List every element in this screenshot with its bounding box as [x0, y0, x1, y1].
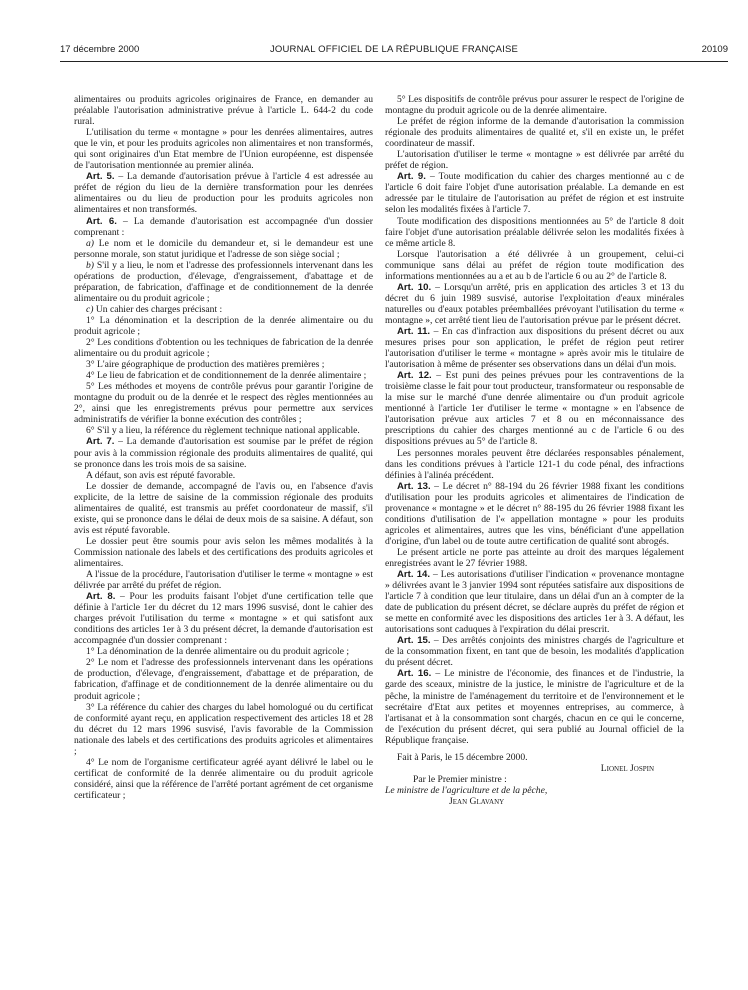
paragraph [385, 249, 684, 282]
article-number: Art. 8. [86, 591, 116, 603]
paragraph-text: A défaut, son avis est réputé favorable. [86, 469, 236, 481]
paragraph-text: – La demande d'autorisation prévue à l'article 4 est adressée au préfet de région du lieu de la dernière transformation pour les denrées alimentaires ou du lieu de production pour les produits agricoles non alimentaires et non transformés. [74, 171, 373, 216]
paragraph-text: – Pour les produits faisant l'objet d'une certification telle que définie à l'article 1er du décret du 12 mars 1996 susvisé, dont le cahier des charges prévoit l'utilisation du terme « montagne » et qui satisfont aux conditions des articles 1er à 3 du présent décret, la demande d'autorisation est accompagnée d'un dossier comprenant : [74, 591, 373, 647]
paragraph-text: Le dossier peut être soumis pour avis selon les mêmes modalités à la Commission nationale des labels et des certifications des produits agricoles et alimentaires. [74, 535, 373, 569]
paragraph-text: Le dossier de demande, accompagné de l'avis ou, en l'absence d'avis explicite, de la lettre de saisine de la commission régionale des produits alimentaires de qualité, est transmis au préfet coordonateur de massif, s'il existe, qui se prononce dans le délai de deux mois de sa saisine. A défaut, son avis est réputé favorable. [74, 480, 373, 536]
paragraph-text: Le présent article ne porte pas atteinte au droit des marques légalement enregistrées avant le 27 février 1988. [385, 546, 684, 569]
article-paragraph [385, 282, 684, 326]
paragraph-text: – En cas d'infraction aux dispositions du présent décret ou aux mesures prises pour son application, le préfet de région peut retirer l'autorisation d'utiliser le terme « montagne » après avoir mis le titulaire de l'autorisation à même de présenter ses observations dans un délai d'un mois. [385, 325, 685, 371]
paragraph-text: alimentaires ou produits agricoles originaires de France, en demander au préalable l'autorisation administrative prévue à l'article L. 644-2 du code rural. [74, 94, 373, 128]
paragraph [385, 94, 684, 116]
article-paragraph [385, 635, 684, 668]
page-header [60, 44, 728, 58]
paragraph-text: S'il y a lieu, le nom et l'adresse des professionnels intervenant dans les opérations de production, d'élevage, d'engraissement, d'abattage et de préparation, de fabrication, d'affinage et de conditionnement de la denrée alimentaire ou du produit agricole ; [74, 259, 373, 304]
article-paragraph [385, 481, 684, 547]
paragraph-text: – Lorsqu'un arrêté, pris en application des articles 3 et 13 du décret du 6 juin 1989 susvisé, autorise l'exploitation d'eaux minérales naturelles ou d'eaux potables préemballées prévoyant l'utilisation du terme « montagne », cet arrêté tient lieu de l'autorisation prévue par le présent décret. [385, 281, 684, 326]
paragraph-text: – Le décret n° 88-194 du 26 février 1988 fixant les conditions d'utilisation pour les produits agricoles et alimentaires de l'indication de provenance « montagne » et le décret n° 88-195 du 26 février 1988 fixant les conditions d'utilisation de l'« appellation montagne » pour les produits agricoles et alimentaires, autres que les vins, bénéficiant d'une appellation d'origine, d'un label ou de toute autre certification de qualité sont abrogés. [385, 480, 684, 547]
paragraph-text: Le nom et le domicile du demandeur et, si le demandeur est une personne morale, son statut juridique et l'adresse de son siège social ; [74, 237, 373, 260]
paragraph [74, 94, 373, 127]
paragraph-text: Les personnes morales peuvent être déclarées responsables pénalement, dans les conditions prévues à l'article 121-1 du code pénal, des infractions définies à l'alinéa précédent. [385, 447, 684, 481]
article-number: Art. 15. [397, 635, 431, 647]
paragraph-text: 5° Les méthodes et moyens de contrôle prévus pour garantir l'origine de montagne du produit ou de la denrée et le respect des règles mentionnées au 2°, ainsi que les enregistrements prévus pour permettre aux services administratifs de vérifier la bonne exécution des contrôles ; [74, 381, 373, 426]
article-paragraph [385, 370, 684, 447]
list-marker: b) [86, 259, 94, 271]
paragraph-text: – La demande d'autorisation est accompagnée d'un dossier comprenant : [74, 215, 373, 238]
paragraph-text: Un cahier des charges précisant : [93, 303, 223, 315]
paragraph [74, 702, 373, 757]
paragraph-text: – La demande d'autorisation est soumise par le préfet de région pour avis à la commission régionale des produits alimentaires de qualité, qui se prononce dans les trois mois de sa saisine. [74, 436, 373, 470]
article-number: Art. 13. [397, 480, 431, 492]
paragraph-text: 4° Le nom de l'organisme certificateur agréé ayant délivré le label ou le certificat de conformité de la denrée alimentaire ou du produit agricole considéré, ainsi que la référence de l'arrêté portant agrément de cet organisme certificateur ; [74, 756, 373, 801]
paragraph [74, 260, 373, 304]
paragraph [74, 381, 373, 425]
paragraph-text: 3° La référence du cahier des charges du label homologué ou du certificat de conformité ayant reçu, en application respectivement des articles 18 et 28 du décret du 12 mars 1996 susvisé, l'avis favorable de la Commission nationale des labels et des certifications des produits agricoles et alimentaires ; [74, 701, 373, 757]
paragraph-text: – Les autorisations d'utiliser l'indication « provenance montagne » délivrées avant le 3 janvier 1994 sont réputées satisfaire aux dispositions de l'article 7 à condition que leur titulaire, dans un délai d'un an à compter de la date de publication du présent décret, se déclare auprès du préfet de région et se mette en conformité avec les dispositions des articles 1er à 3. A défaut, les autorisations sont caduques à l'expiration du délai prescrit. [385, 569, 684, 636]
paragraph-text: 2° Les conditions d'obtention ou les techniques de fabrication de la denrée alimentaire ou du produit agricole ; [74, 337, 373, 360]
paragraph [74, 569, 373, 591]
paragraph [385, 547, 684, 569]
paragraph [385, 216, 684, 249]
paragraph [74, 370, 373, 381]
article-paragraph [74, 216, 373, 238]
left-column [74, 94, 373, 801]
paragraph [385, 448, 684, 481]
article-number: Art. 14. [397, 569, 431, 581]
paragraph-text: – Des arrêtés conjoints des ministres chargés de l'agriculture et de la consommation fixent, en tant que de besoin, les modalités d'application du présent décret. [385, 635, 684, 669]
paragraph [74, 425, 373, 436]
paragraph-text: 3° L'aire géographique de production des matières premières ; [86, 359, 325, 371]
article-number: Art. 12. [397, 370, 432, 382]
paragraph [74, 304, 373, 315]
right-column-body [385, 94, 684, 746]
journal-title: JOURNAL OFFICIEL DE LA RÉPUBLIQUE FRANÇAISE [269, 44, 519, 55]
paragraph [74, 481, 373, 536]
minister-role: Le ministre de l'agriculture et de la pêche, [385, 784, 548, 796]
paragraph [74, 757, 373, 801]
signature-par: Par le Premier ministre : [413, 773, 507, 785]
article-paragraph [385, 569, 684, 635]
paragraph-text: – Le ministre de l'économie, des finances et de l'industrie, la garde des sceaux, ministre de la justice, le ministre de l'agriculture et de la pêche, la ministre de l'aménagement du territoire et de l'environnement et le secrétaire d'Etat aux petites et moyennes entreprises, au commerce, à l'artisanat et à la consommation sont chargés, chacun en ce qui le concerne, de l'exécution du présent décret, qui sera publié au Journal officiel de la République française. [385, 668, 684, 746]
article-paragraph [74, 591, 373, 646]
paragraph-text: L'autorisation d'utiliser le terme « montagne » est délivrée par arrêté du préfet de région. [385, 149, 684, 172]
article-paragraph [74, 171, 373, 215]
article-paragraph [385, 326, 684, 370]
paragraph [385, 116, 684, 149]
paragraph-text: – Toute modification du cahier des charges mentionné au c de l'article 6 doit faire l'objet d'une autorisation préalable. La demande en est adressée par le titulaire de l'autorisation au préfet de région et est instruite selon les modalités fixées à l'article 7. [385, 171, 684, 216]
signature-date: Fait à Paris, le 15 décembre 2000. [397, 751, 528, 763]
paragraph-text: A l'issue de la procédure, l'autorisation d'utiliser le terme « montagne » est délivrée par arrêté du préfet de région. [74, 569, 373, 592]
minister-name: Jean Glavany [449, 795, 505, 807]
article-number: Art. 16. [397, 668, 432, 680]
right-column [385, 94, 684, 807]
header-rule [60, 61, 728, 62]
header-date: 17 décembre 2000 [60, 44, 140, 55]
paragraph-text: 4° Le lieu de fabrication et de conditionnement de la denrée alimentaire ; [86, 370, 367, 382]
article-paragraph [74, 436, 373, 469]
paragraph-text: 6° S'il y a lieu, la référence du règlement technique national applicable. [86, 425, 360, 437]
paragraph [74, 315, 373, 337]
paragraph [74, 536, 373, 569]
paragraph [74, 657, 373, 701]
paragraph-text: L'utilisation du terme « montagne » pour les denrées alimentaires, autres que le vin, et pour les produits agricoles non alimentaires et non transformés, qui sont originaires d'un Etat membre de l'Union européenne, est dispensée de l'autorisation mentionnée au premier alinéa. [74, 127, 373, 172]
paragraph [385, 149, 684, 171]
paragraph-text: Le préfet de région informe de la demande d'autorisation la commission régionale des produits alimentaires de qualité et, s'il en existe un, le préfet coordinateur de massif. [385, 116, 684, 150]
list-marker: a) [86, 237, 94, 249]
article-number: Art. 11. [397, 325, 431, 337]
list-marker: c) [86, 303, 94, 315]
article-number: Art. 9. [397, 171, 426, 183]
page-number: 20109 [701, 44, 728, 55]
article-number: Art. 10. [397, 281, 432, 293]
paragraph-text: – Est puni des peines prévues pour les contraventions de la troisième classe le fait pour tout producteur, transformateur ou responsable de la mise sur le marché d'une denrée alimentaire ou d'un produit agricole mentionné à l'article 1er d'utiliser le terme « montagne » en l'absence de l'autorisation prévue aux articles 7 et 8 ou en méconnaissance des prescriptions du cahier des charges mentionné au c de l'article 6 ou des dispositions prévues au 5° de l'article 8. [385, 370, 684, 448]
paragraph [74, 646, 373, 657]
article-paragraph [385, 171, 684, 215]
paragraph [74, 127, 373, 171]
signatory-name: Lionel Jospin [600, 762, 654, 774]
paragraph-text: Lorsque l'autorisation a été délivrée à un groupement, celui-ci communique sans délai au préfet de région toute modification des informations mentionnées au a et au b de l'article 6 ou au 2° de l'article 8. [385, 248, 684, 282]
paragraph [74, 337, 373, 359]
article-number: Art. 5. [86, 171, 115, 183]
paragraph [74, 238, 373, 260]
paragraph [74, 470, 373, 481]
paragraph [74, 359, 373, 370]
paragraph-text: 1° La dénomination de la denrée alimentaire ou du produit agricole ; [86, 646, 350, 658]
article-number: Art. 6. [86, 215, 117, 227]
paragraph-text: 1° La dénomination et la description de la denrée alimentaire ou du produit agricole ; [74, 314, 373, 337]
article-number: Art. 7. [86, 436, 115, 448]
paragraph-text: 2° Le nom et l'adresse des professionnels intervenant dans les opérations de production, d'élevage, d'engraissement, d'abattage et de préparation, de fabrication, d'affinage et de conditionnement de la denrée alimentaire ou du produit agricole ; [74, 657, 373, 702]
paragraph-text: Toute modification des dispositions mentionnées au 5° de l'article 8 doit faire l'objet d'une autorisation préalable délivrée selon les modalités fixées à ce même article 8. [385, 215, 684, 249]
paragraph-text: 5° Les dispositifs de contrôle prévus pour assurer le respect de l'origine de montagne du produit agricole ou de la denrée alimentaire. [385, 94, 684, 117]
article-paragraph [385, 668, 684, 745]
